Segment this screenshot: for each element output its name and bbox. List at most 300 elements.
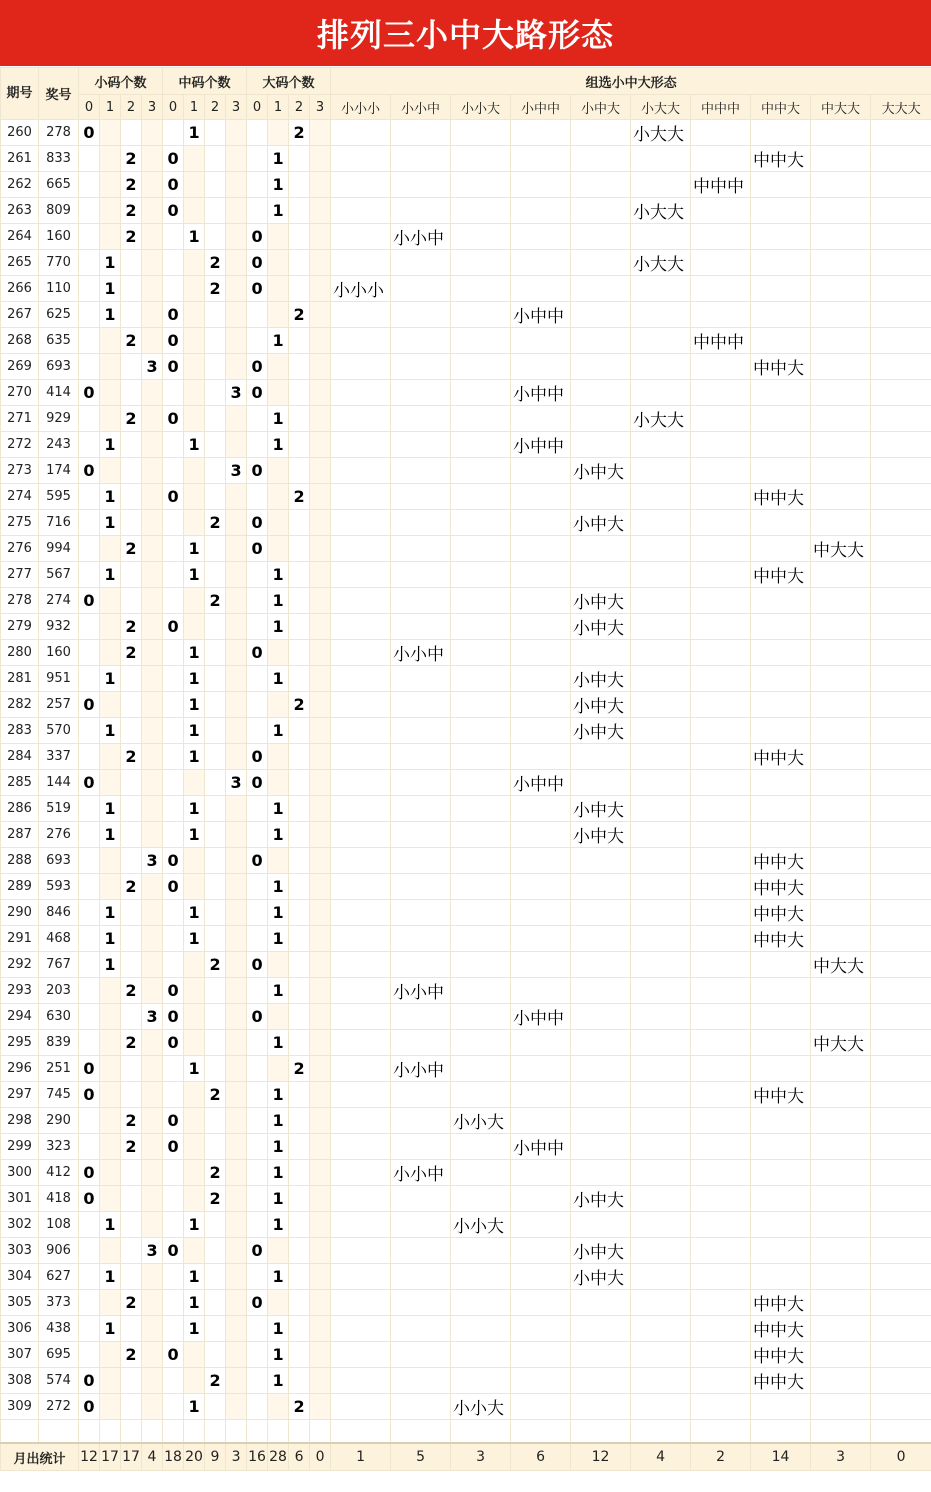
mid-count-cell: [226, 484, 247, 510]
big-count-cell: [310, 536, 331, 562]
pattern-cell: [871, 666, 931, 692]
mid-count-cell: 0: [163, 484, 184, 510]
pattern-cell: [811, 1186, 871, 1212]
issue-cell: 275: [1, 510, 39, 536]
draw-cell: 767: [39, 952, 79, 978]
big-count-cell: [268, 1056, 289, 1082]
draw-cell: 929: [39, 406, 79, 432]
small-count-cell: [79, 302, 100, 328]
big-count-total: 28: [268, 1443, 289, 1471]
pattern-cell: [511, 978, 571, 1004]
pattern-cell: [871, 588, 931, 614]
pattern-cell: [571, 120, 631, 146]
pattern-cell: [631, 510, 691, 536]
pattern-cell: [691, 146, 751, 172]
big-count-cell: [268, 848, 289, 874]
small-count-cell: [79, 432, 100, 458]
issue-header: 期号: [1, 68, 39, 120]
issue-cell: 273: [1, 458, 39, 484]
pattern-mark: 中中大: [751, 874, 811, 900]
pattern-cell: [631, 1264, 691, 1290]
small-count-cell: 1: [100, 1212, 121, 1238]
small-count-cell: [142, 1108, 163, 1134]
pattern-cell: [511, 1368, 571, 1394]
mid-count-cell: [205, 770, 226, 796]
mid-count-cell: [184, 484, 205, 510]
big-count-cell: 2: [289, 484, 310, 510]
pattern-cell: [691, 1108, 751, 1134]
pattern-cell: [871, 640, 931, 666]
pattern-cell: [631, 796, 691, 822]
draw-cell: 994: [39, 536, 79, 562]
pattern-cell: [691, 952, 751, 978]
pattern-cell: [511, 224, 571, 250]
big-count-cell: [247, 1394, 268, 1420]
small-count-cell: [142, 1056, 163, 1082]
small-count-cell: [142, 1186, 163, 1212]
draw-cell: 257: [39, 692, 79, 718]
issue-cell: 307: [1, 1342, 39, 1368]
pattern-cell: [451, 1030, 511, 1056]
small-count-cell: [142, 432, 163, 458]
table-row: [1, 432, 931, 458]
small-count-cell: [142, 796, 163, 822]
issue-cell: 270: [1, 380, 39, 406]
big-count-cell: [310, 666, 331, 692]
table-row: [1, 900, 931, 926]
pattern-cell: [751, 666, 811, 692]
big-count-cell: [310, 562, 331, 588]
pattern-cell: [331, 744, 391, 770]
mid-count-cell: [163, 224, 184, 250]
big-count-cell: [289, 822, 310, 848]
pattern-cell: [811, 224, 871, 250]
big-count-cell: [289, 900, 310, 926]
small-count-cell: [121, 1394, 142, 1420]
pattern-cell: [391, 848, 451, 874]
big-count-cell: [289, 328, 310, 354]
big-count-cell: [247, 588, 268, 614]
table-row: [1, 536, 931, 562]
big-count-cell: 1: [268, 926, 289, 952]
mid-count-cell: [205, 692, 226, 718]
pattern-cell: [751, 510, 811, 536]
mid-count-cell: [205, 328, 226, 354]
pattern-cell: [571, 172, 631, 198]
pattern-cell: [751, 380, 811, 406]
mid-count-cell: [184, 1134, 205, 1160]
big-count-cell: [289, 250, 310, 276]
pattern-cell: [511, 562, 571, 588]
pattern-cell: [631, 822, 691, 848]
big-count-cell: [310, 718, 331, 744]
big-count-cell: [310, 1394, 331, 1420]
mid-count-digit-0: 0: [163, 95, 184, 120]
issue-cell: 297: [1, 1082, 39, 1108]
mid-count-cell: [226, 1342, 247, 1368]
small-count-cell: [121, 354, 142, 380]
pattern-cell: [811, 744, 871, 770]
pattern-cell: [751, 1264, 811, 1290]
mid-count-cell: [226, 718, 247, 744]
small-count-cell: [142, 380, 163, 406]
pattern-cell: [811, 692, 871, 718]
small-count-cell: [142, 146, 163, 172]
pattern-cell: [571, 1160, 631, 1186]
pattern-cell: [811, 796, 871, 822]
mid-count-cell: [205, 848, 226, 874]
pattern-cell: [751, 224, 811, 250]
small-count-cell: [121, 770, 142, 796]
pattern-cell: [451, 1160, 511, 1186]
small-count-cell: [100, 224, 121, 250]
big-count-cell: [310, 952, 331, 978]
blank-cell: [247, 1420, 268, 1444]
big-count-cell: 1: [268, 1030, 289, 1056]
pattern-cell: [631, 874, 691, 900]
mid-count-cell: [205, 1134, 226, 1160]
pattern-cell: [751, 328, 811, 354]
issue-cell: 306: [1, 1316, 39, 1342]
small-count-cell: [121, 900, 142, 926]
pattern-cell: [811, 198, 871, 224]
big-count-cell: [247, 1056, 268, 1082]
pattern-cell: [871, 484, 931, 510]
draw-cell: 716: [39, 510, 79, 536]
pattern-cell: [331, 1056, 391, 1082]
pattern-mark: 小大大: [631, 198, 691, 224]
mid-count-cell: [226, 1316, 247, 1342]
mid-count-cell: [226, 224, 247, 250]
pattern-cell: [391, 562, 451, 588]
big-count-cell: 0: [247, 224, 268, 250]
big-count-cell: [310, 744, 331, 770]
pattern-cell: [331, 146, 391, 172]
pattern-cell: [631, 1186, 691, 1212]
draw-cell: 468: [39, 926, 79, 952]
mid-count-cell: [163, 510, 184, 536]
small-count-cell: [142, 406, 163, 432]
pattern-cell: [391, 328, 451, 354]
pattern-cell: [691, 718, 751, 744]
mid-count-cell: 0: [163, 1134, 184, 1160]
small-count-cell: 2: [121, 1108, 142, 1134]
mid-count-cell: [226, 744, 247, 770]
small-count-cell: [142, 224, 163, 250]
small-count-cell: 2: [121, 172, 142, 198]
big-count-cell: [310, 1342, 331, 1368]
table-row: [1, 276, 931, 302]
trend-table: [0, 67, 931, 1471]
issue-cell: 280: [1, 640, 39, 666]
table-row: [1, 926, 931, 952]
small-count-cell: [79, 562, 100, 588]
pattern-mark: 小小中: [391, 1160, 451, 1186]
mid-count-cell: [163, 120, 184, 146]
big-count-cell: [310, 978, 331, 1004]
pattern-cell: [331, 536, 391, 562]
blank-cell: [205, 1420, 226, 1444]
big-count-cell: 0: [247, 1004, 268, 1030]
pattern-cell: [751, 822, 811, 848]
pattern-cell: [391, 510, 451, 536]
pattern-cell: [751, 1160, 811, 1186]
small-count-cell: [100, 588, 121, 614]
table-row: [1, 1056, 931, 1082]
pattern-cell: [751, 640, 811, 666]
small-count-cell: [100, 614, 121, 640]
big-count-cell: [289, 276, 310, 302]
small-count-cell: 1: [100, 1316, 121, 1342]
small-count-cell: 2: [121, 1342, 142, 1368]
mid-count-cell: [205, 536, 226, 562]
small-count-cell: 0: [79, 1056, 100, 1082]
small-count-cell: [79, 1030, 100, 1056]
pattern-cell: [571, 276, 631, 302]
big-count-cell: 0: [247, 536, 268, 562]
pattern-cell: [331, 484, 391, 510]
small-count-cell: [79, 328, 100, 354]
pattern-cell: [631, 1108, 691, 1134]
big-count-cell: 0: [247, 276, 268, 302]
mid-count-cell: 1: [184, 224, 205, 250]
mid-count-cell: [226, 848, 247, 874]
big-count-cell: 1: [268, 588, 289, 614]
table-row: [1, 146, 931, 172]
table-row: [1, 1160, 931, 1186]
small-count-cell: [79, 718, 100, 744]
pattern-cell: [691, 874, 751, 900]
small-count-cell: [121, 380, 142, 406]
pattern-cell: [511, 848, 571, 874]
pattern-cell: [811, 562, 871, 588]
big-count-cell: [289, 1212, 310, 1238]
small-count-cell: [100, 536, 121, 562]
small-count-cell: [121, 458, 142, 484]
pattern-cell: [331, 1030, 391, 1056]
big-count-cell: [268, 120, 289, 146]
big-count-cell: 2: [289, 302, 310, 328]
big-count-cell: [310, 328, 331, 354]
mid-count-cell: [226, 1030, 247, 1056]
big-count-cell: 0: [247, 510, 268, 536]
mid-count-cell: 1: [184, 562, 205, 588]
pattern-total: 0: [871, 1443, 931, 1471]
big-count-cell: 1: [268, 1342, 289, 1368]
pattern-cell: [571, 926, 631, 952]
big-count-cell: [310, 796, 331, 822]
mid-count-cell: 1: [184, 1316, 205, 1342]
pattern-cell: [571, 562, 631, 588]
big-count-cell: [247, 198, 268, 224]
mid-count-cell: [226, 1394, 247, 1420]
small-count-cell: [100, 1368, 121, 1394]
pattern-header-7: 中中大: [751, 95, 811, 120]
mid-count-cell: 0: [163, 198, 184, 224]
mid-count-cell: 0: [163, 302, 184, 328]
big-count-cell: [289, 1264, 310, 1290]
mid-count-cell: [184, 874, 205, 900]
table-row: [1, 666, 931, 692]
small-count-cell: [79, 1316, 100, 1342]
pattern-mark: 小小小: [331, 276, 391, 302]
big-count-cell: [289, 1134, 310, 1160]
pattern-total: 5: [391, 1443, 451, 1471]
big-count-cell: [268, 380, 289, 406]
pattern-cell: [451, 510, 511, 536]
pattern-cell: [751, 172, 811, 198]
pattern-cell: [451, 146, 511, 172]
pattern-cell: [751, 770, 811, 796]
big-count-cell: [289, 770, 310, 796]
mid-count-cell: [184, 172, 205, 198]
pattern-cell: [331, 926, 391, 952]
pattern-mark: 中大大: [811, 952, 871, 978]
pattern-cell: [691, 744, 751, 770]
small-count-cell: [79, 666, 100, 692]
mid-count-cell: 0: [163, 1030, 184, 1056]
pattern-cell: [331, 848, 391, 874]
small-count-total: 4: [142, 1443, 163, 1471]
mid-count-cell: [163, 770, 184, 796]
pattern-cell: [571, 432, 631, 458]
issue-cell: 292: [1, 952, 39, 978]
mid-count-cell: 1: [184, 1264, 205, 1290]
big-count-cell: 1: [268, 562, 289, 588]
pattern-cell: [571, 1368, 631, 1394]
pattern-cell: [451, 276, 511, 302]
pattern-cell: [571, 900, 631, 926]
pattern-cell: [571, 640, 631, 666]
pattern-cell: [391, 406, 451, 432]
mid-count-digit-1: 1: [184, 95, 205, 120]
pattern-cell: [451, 874, 511, 900]
small-count-cell: 0: [79, 770, 100, 796]
small-count-cell: [142, 510, 163, 536]
draw-cell: 593: [39, 874, 79, 900]
pattern-cell: [871, 1030, 931, 1056]
table-row: [1, 120, 931, 146]
mid-count-cell: [184, 250, 205, 276]
big-count-cell: [310, 1264, 331, 1290]
issue-cell: 285: [1, 770, 39, 796]
pattern-cell: [631, 1394, 691, 1420]
small-count-cell: [79, 1264, 100, 1290]
small-count-cell: [100, 978, 121, 1004]
pattern-cell: [811, 978, 871, 1004]
pattern-cell: [811, 926, 871, 952]
table-row: [1, 1394, 931, 1420]
small-count-cell: [100, 120, 121, 146]
pattern-cell: [691, 1238, 751, 1264]
small-count-cell: [142, 328, 163, 354]
mid-count-cell: [205, 900, 226, 926]
pattern-cell: [391, 692, 451, 718]
mid-count-cell: [184, 848, 205, 874]
small-count-cell: [79, 198, 100, 224]
pattern-cell: [451, 822, 511, 848]
mid-count-cell: [184, 978, 205, 1004]
pattern-cell: [511, 250, 571, 276]
table-row: [1, 614, 931, 640]
small-count-cell: [142, 1394, 163, 1420]
big-count-cell: 0: [247, 640, 268, 666]
mid-count-cell: [205, 1030, 226, 1056]
pattern-cell: [631, 848, 691, 874]
mid-count-cell: [226, 900, 247, 926]
mid-count-cell: [184, 1108, 205, 1134]
pattern-cell: [391, 926, 451, 952]
pattern-cell: [571, 302, 631, 328]
pattern-cell: [871, 1108, 931, 1134]
blank-row: [1, 1420, 931, 1444]
mid-count-cell: 0: [163, 978, 184, 1004]
pattern-cell: [391, 302, 451, 328]
mid-count-total: 3: [226, 1443, 247, 1471]
mid-count-total: 20: [184, 1443, 205, 1471]
issue-cell: 296: [1, 1056, 39, 1082]
pattern-mark: 小中大: [571, 1264, 631, 1290]
big-count-cell: [289, 1342, 310, 1368]
big-count-cell: [289, 1082, 310, 1108]
small-count-cell: [100, 1186, 121, 1212]
mid-count-cell: [226, 172, 247, 198]
draw-cell: 570: [39, 718, 79, 744]
small-count-cell: [121, 1238, 142, 1264]
pattern-cell: [811, 1316, 871, 1342]
pattern-cell: [691, 1212, 751, 1238]
pattern-cell: [631, 1056, 691, 1082]
mid-count-cell: 0: [163, 614, 184, 640]
issue-cell: 281: [1, 666, 39, 692]
pattern-cell: [811, 874, 871, 900]
mid-count-cell: [226, 1160, 247, 1186]
small-count-cell: [121, 1160, 142, 1186]
draw-cell: 144: [39, 770, 79, 796]
small-count-cell: [142, 588, 163, 614]
small-count-cell: [142, 1134, 163, 1160]
small-count-cell: [121, 1264, 142, 1290]
mid-count-cell: [205, 406, 226, 432]
big-count-cell: 1: [268, 1316, 289, 1342]
pattern-cell: [871, 796, 931, 822]
pattern-cell: [871, 276, 931, 302]
pattern-total: 3: [451, 1443, 511, 1471]
table-row: [1, 302, 931, 328]
mid-count-cell: [226, 1290, 247, 1316]
big-count-cell: [310, 354, 331, 380]
big-count-cell: [247, 328, 268, 354]
small-count-cell: [79, 1134, 100, 1160]
big-count-cell: [247, 120, 268, 146]
pattern-cell: [631, 666, 691, 692]
pattern-cell: [331, 692, 391, 718]
pattern-cell: [811, 432, 871, 458]
small-count-cell: 2: [121, 614, 142, 640]
pattern-mark: 小小大: [451, 1108, 511, 1134]
pattern-mark: 中中中: [691, 172, 751, 198]
mid-count-cell: [163, 1316, 184, 1342]
mid-count-cell: [226, 1134, 247, 1160]
blank-cell: [100, 1420, 121, 1444]
pattern-cell: [331, 770, 391, 796]
pattern-cell: [571, 1290, 631, 1316]
pattern-cell: [691, 562, 751, 588]
pattern-cell: [331, 796, 391, 822]
pattern-cell: [751, 978, 811, 1004]
pattern-cell: [871, 822, 931, 848]
pattern-cell: [451, 328, 511, 354]
